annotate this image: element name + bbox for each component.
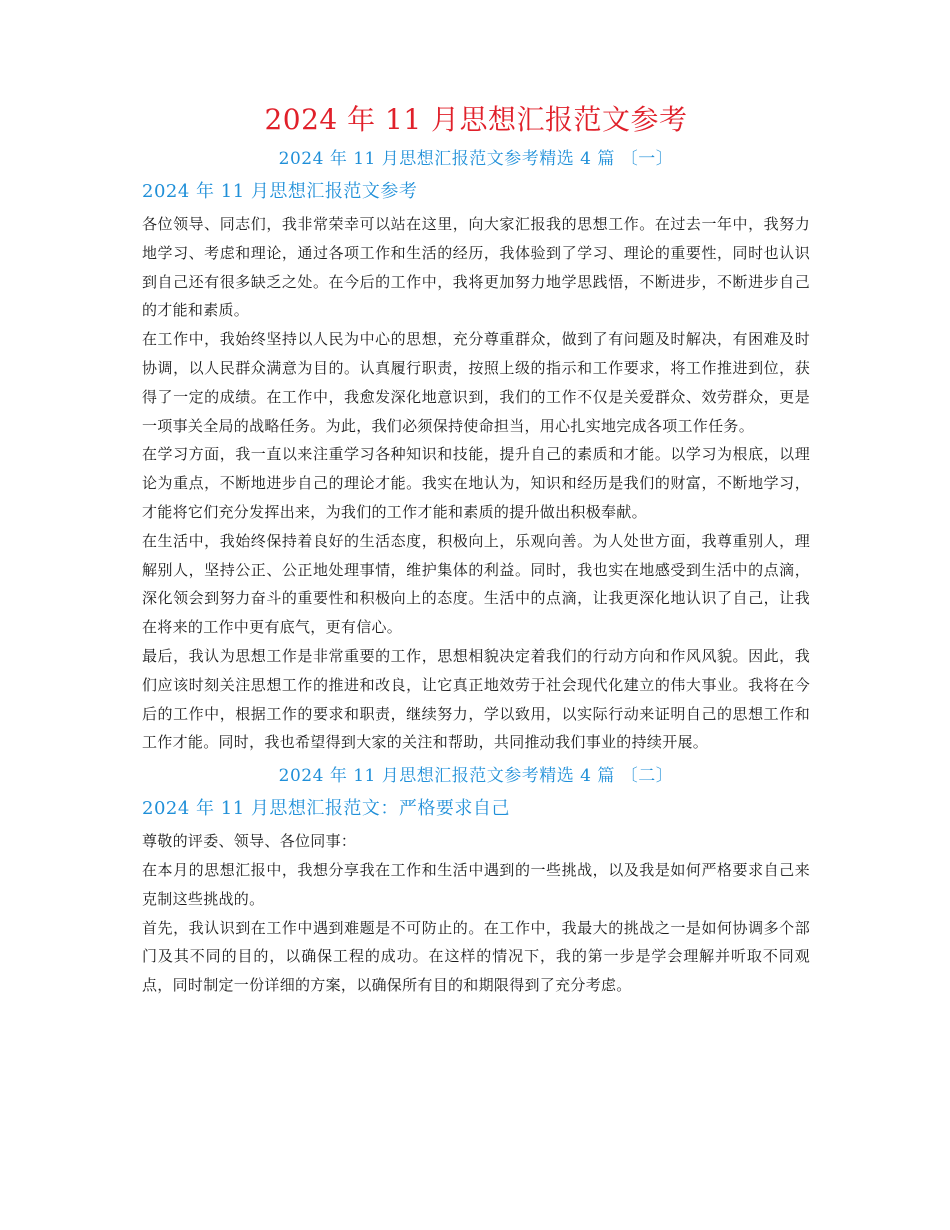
article-title: 2024 年 11 月思想汇报范文：严格要求自己 xyxy=(142,798,510,820)
paragraph: 首先，我认识到在工作中遇到难题是不可防止的。在工作中，我最大的挑战之一是如何协调多个部门及其不同的目的，以确保工程的成功。在这样的情况下，我的第一步是学会理解并听取不同观点，同时制定一份详细的方案，以确保所有目的和期限得到了充分考虑。 xyxy=(142,918,810,995)
paragraph: 在学习方面，我一直以来注重学习各种知识和技能，提升自己的素质和才能。以学习为根底，以理论为重点，不断地进步自己的理论才能。我实在地认为，知识和经历是我们的财富，不断地学习，才能将它们充分发挥出来，为我们的工作才能和素质的提升做出积极奉献。 xyxy=(142,445,810,521)
section-heading: 2024 年 11 月思想汇报范文参考精选 4 篇 〔一〕 xyxy=(278,149,674,169)
paragraph: 在工作中，我始终坚持以人民为中心的思想，充分尊重群众，做到了有问题及时解决，有困难及时协调，以人民群众满意为目的。认真履行职责，按照上级的指示和工作要求，将工作推进到位，获得了一定的成绩。在工作中，我愈发深化地意识到，我们的工作不仅是关爱群众、效劳群众，更是一项事关全局的战略任务。为此，我们必须保持使命担当，用心扎实地完成各项工作任务。 xyxy=(142,330,810,435)
document-page xyxy=(142,100,810,1000)
paragraph: 尊敬的评委、领导、各位同事： xyxy=(142,832,357,851)
paragraph: 在生活中，我始终保持着良好的生活态度，积极向上，乐观向善。为人处世方面，我尊重别人，理解别人，坚持公正、公正地处理事情，维护集体的利益。同时，我也实在地感受到生活中的点滴，深化领会到努力奋斗的重要性和积极向上的态度。生活中的点滴，让我更深化地认识了自己，让我在将来的工作中更有底气，更有信心。 xyxy=(142,531,810,637)
paragraph: 最后，我认为思想工作是非常重要的工作，思想相貌决定着我们的行动方向和作风风貌。因此，我们应该时刻关注思想工作的推进和改良，让它真正地效劳于社会现代化建立的伟大事业。我将在今后的工作中，根据工作的要求和职责，继续努力，学以致用，以实际行动来证明自己的思想工作和工作才能。同时，我也希望得到大家的关注和帮助，共同推动我们事业的持续开展。 xyxy=(142,646,810,752)
section-heading: 2024 年 11 月思想汇报范文参考精选 4 篇 〔二〕 xyxy=(278,766,674,787)
article-title: 2024 年 11 月思想汇报范文参考 xyxy=(142,181,418,202)
paragraph: 各位领导、同志们，我非常荣幸可以站在这里，向大家汇报我的思想工作。在过去一年中，我努力地学习、考虑和理论，通过各项工作和生活的经历，我体验到了学习、理论的重要性，同时也认识到自己还有很多缺乏之处。在今后的工作中，我将更加努力地学思践悟，不断进步，不断进步自己的才能和素质。 xyxy=(142,215,810,320)
document-title: 2024 年 11 月思想汇报范文参考 xyxy=(264,103,688,136)
section-1 xyxy=(142,146,810,757)
paragraph: 在本月的思想汇报中，我想分享我在工作和生活中遇到的一些挑战，以及我是如何严格要求自己来克制这些挑战的。 xyxy=(142,860,810,908)
section-2 xyxy=(142,763,810,1000)
